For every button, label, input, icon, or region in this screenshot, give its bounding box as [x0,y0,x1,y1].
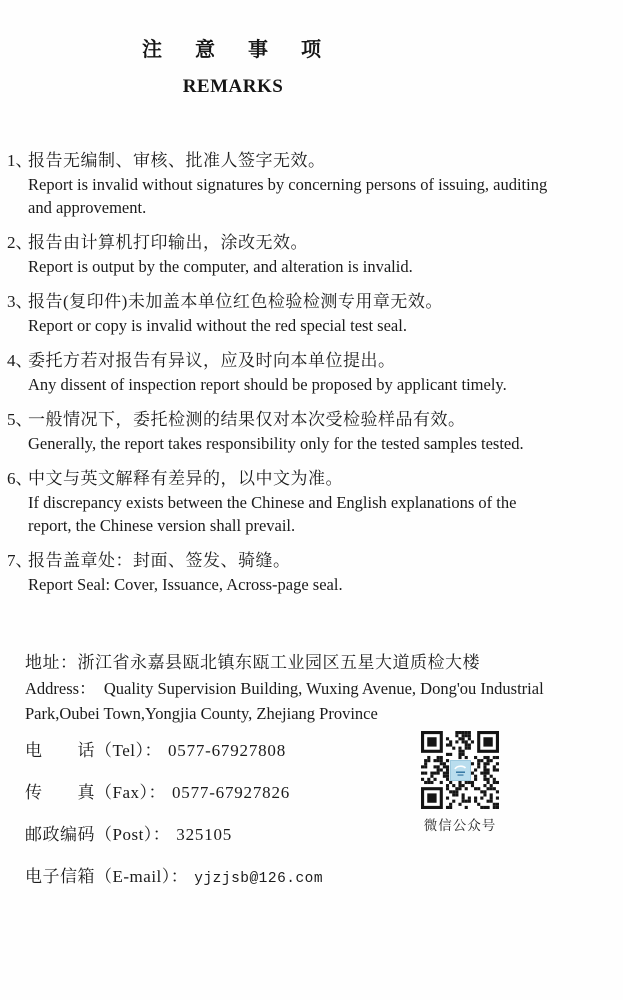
remark-number: 7、 [7,551,33,570]
email-value: yjzjsb@126.com [194,871,324,887]
address-en: Address： Quality Supervision Building, Wuxing Avenue, Dong'ou Industrial Park,Oubei Town,Yongjia County, Zhejiang Province [25,679,544,723]
remark-text-cn: 中文与英文解释有差异的，以中文为准。 [28,469,343,488]
remark-text-en: Report is invalid without signatures by concerning persons of issuing, auditing and approvement. [28,175,548,217]
remark-number: 1、 [7,151,33,170]
remark-item-3 [7,290,565,337]
phone-value: 0577-67927808 [167,741,287,760]
phone-label: 电 话（Tel）： [25,741,162,760]
fax-row [25,780,415,805]
address-block [25,650,592,726]
email-label: 电子信箱（E-mail）： [25,867,189,886]
email-row [25,864,415,892]
remark-text-en: Any dissent of inspection report should be proposed by applicant timely. [28,375,507,394]
qr-code-image [421,731,499,809]
remarks-list [7,149,565,608]
remark-text-cn: 委托方若对报告有异议，应及时向本单位提出。 [28,351,396,370]
remark-text-cn: 报告由计算机打印输出，涂改无效。 [28,233,308,252]
remark-number: 5、 [7,410,33,429]
postcode-label: 邮政编码（Post）： [25,825,171,844]
fax-value: 0577-67927826 [172,783,291,802]
remark-text-cn: 报告(复印件)未加盖本单位红色检验检测专用章无效。 [28,292,443,311]
remark-item-5 [7,408,565,455]
qr-caption: 微信公众号 [423,818,497,833]
remark-text-en: Report Seal: Cover, Issuance, Across-page seal. [28,575,343,594]
remark-number: 3、 [7,292,33,311]
wechat-qr-block [420,731,500,834]
remark-item-4 [7,349,565,396]
remark-text-cn: 一般情况下，委托检测的结果仅对本次受检验样品有效。 [28,410,466,429]
remark-item-1 [7,149,565,219]
contact-block [25,738,415,909]
remark-number: 4、 [7,351,33,370]
qr-center-logo-icon [450,760,471,781]
remark-number: 6、 [7,469,33,488]
remark-item-6 [7,467,565,537]
page-title: 注意事项 [142,39,354,61]
address-cn: 地址：浙江省永嘉县瓯北镇东瓯工业园区五星大道质检大楼 [25,653,480,672]
postcode-value: 325105 [176,825,233,844]
postcode-row [25,822,415,847]
remark-item-2 [7,231,565,278]
remark-text-en: Report is output by the computer, and alteration is invalid. [28,257,413,276]
page-subtitle: REMARKS [182,76,284,97]
remark-text-en: Generally, the report takes responsibility only for the tested samples tested. [28,434,524,453]
fax-label: 传 真（Fax）： [25,783,166,802]
remark-text-en: If discrepancy exists between the Chinese and English explanations of the report, the Chinese version shall prevail. [28,493,517,535]
remark-text-en: Report or copy is invalid without the red special test seal. [28,316,407,335]
remark-text-cn: 报告盖章处：封面、签发、骑缝。 [28,551,291,570]
phone-row [25,738,415,763]
remark-item-7 [7,549,565,596]
remark-number: 2、 [7,233,33,252]
remark-text-cn: 报告无编制、审核、批准人签字无效。 [28,151,326,170]
